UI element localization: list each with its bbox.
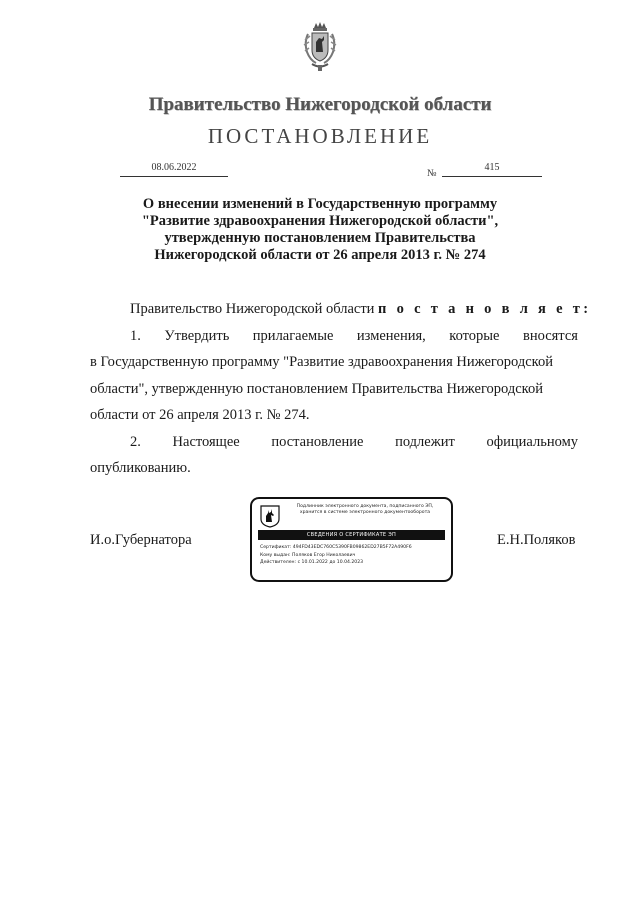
- item-1-word: изменения,: [356, 327, 426, 344]
- item-2-word: Настоящее: [172, 433, 240, 450]
- stamp-issued-to: Кому выдан: Поляков Егор Николаевич: [260, 552, 356, 558]
- item-1-word: которые: [449, 327, 500, 344]
- subject-line: утвержденную постановлением Правительства: [164, 230, 476, 246]
- stamp-certificate: Сертификат: 494FD43EDC760C5390FB09862ED27B5F72A490F6: [260, 545, 412, 550]
- item-1-line-1: [90, 323, 578, 350]
- item-1-word: прилагаемые: [252, 327, 334, 344]
- stamp-bar-label: СВЕДЕНИЯ О СЕРТИФИКАТЕ ЭП: [258, 530, 445, 540]
- stamp-header-line: Подлинник электронного документа, подписанного ЭП,: [296, 504, 434, 509]
- number-sign: №: [427, 168, 437, 179]
- stamp-certificate-info: [260, 544, 450, 567]
- item-1-line-4: области от 26 апреля 2013 г. № 274.: [90, 407, 310, 423]
- signatory-position: И.о.Губернатора: [90, 532, 192, 548]
- subject-line: "Развитие здравоохранения Нижегородской области",: [141, 213, 499, 229]
- stamp-header-line: хранится в системе электронного документооборота: [299, 510, 431, 515]
- signatory-name: Е.Н.Поляков: [497, 532, 576, 548]
- document-subject: [120, 196, 520, 264]
- preamble: [90, 296, 592, 323]
- subject-line: Нижегородской области от 26 апреля 2013 г. № 274: [154, 247, 486, 263]
- item-1-number: 1.: [130, 327, 141, 344]
- stamp-header: [284, 504, 446, 516]
- document-number: 415: [442, 162, 542, 177]
- item-1-word: вносятся: [522, 327, 578, 344]
- item-2-word: подлежит: [395, 433, 455, 450]
- e-signature-stamp: [250, 497, 453, 582]
- document-type: ПОСТАНОВЛЕНИЕ: [207, 124, 433, 148]
- item-2-word: официальному: [486, 433, 578, 450]
- document-body: [90, 296, 592, 482]
- item-2-line-2: опубликованию.: [90, 460, 191, 476]
- preamble-decree: п о с т а н о в л я е т:: [378, 301, 592, 317]
- government-title: Правительство Нижегородской области: [148, 94, 492, 115]
- item-1-line-2: в Государственную программу "Развитие здравоохранения Нижегородской: [90, 354, 553, 370]
- item-2-line-1: [90, 429, 578, 456]
- deer-logo-icon: [260, 505, 280, 528]
- item-2-number: 2.: [130, 433, 141, 450]
- document-date: 08.06.2022: [120, 162, 228, 177]
- item-2-word: постановление: [271, 433, 364, 450]
- item-1-word: Утвердить: [164, 327, 230, 344]
- item-1-line-3: области", утвержденную постановлением Правительства Нижегородской: [90, 380, 543, 397]
- subject-line: О внесении изменений в Государственную программу: [142, 196, 498, 212]
- coat-of-arms-icon: [302, 22, 338, 72]
- stamp-valid: Действителен: с 10.01.2022 до 10.04.2023: [260, 560, 364, 565]
- preamble-text: Правительство Нижегородской области: [130, 301, 375, 317]
